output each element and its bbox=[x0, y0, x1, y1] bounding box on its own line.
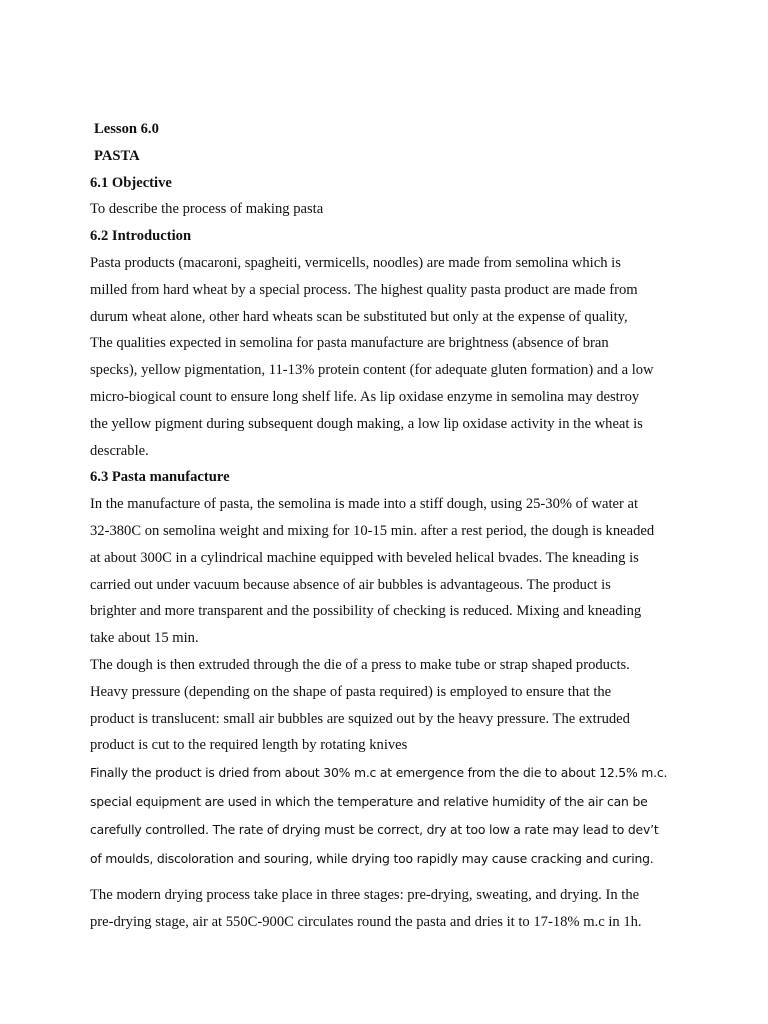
text-line: micro-biogical count to ensure long shelf life. As lip oxidase enzyme in semolina may destroy bbox=[90, 388, 640, 405]
manufacture-paragraph-2 bbox=[90, 652, 690, 759]
text-line: carried out under vacuum because absence of air bubbles is advantageous. The product is bbox=[90, 576, 611, 593]
text-line: specks), yellow pigmentation, 11-13% protein content (for adequate gluten formation) and a low bbox=[90, 362, 654, 379]
text-line: descrable. bbox=[90, 442, 149, 459]
objective-text: To describe the process of making pasta bbox=[90, 201, 324, 218]
text-line: of moulds, discoloration and souring, while drying too rapidly may cause cracking and curing. bbox=[90, 850, 654, 866]
text-line: In the manufacture of pasta, the semolina is made into a stiff dough, using 25-30% of water at bbox=[90, 496, 639, 513]
text-line: The modern drying process take place in three stages: pre-drying, sweating, and drying. In the bbox=[90, 887, 640, 904]
topic-title: PASTA bbox=[94, 147, 140, 164]
lesson-title: Lesson 6.0 bbox=[94, 121, 159, 137]
text-line: brighter and more transparent and the possibility of checking is reduced. Mixing and kneading bbox=[90, 603, 642, 620]
introduction-heading: 6.2 Introduction bbox=[90, 228, 192, 245]
paragraph-spacer bbox=[90, 873, 690, 882]
text-line: The dough is then extruded through the die of a press to make tube or strap shaped products. bbox=[90, 656, 630, 673]
text-line: product is cut to the required length by rotating knives bbox=[90, 737, 408, 754]
text-line: The qualities expected in semolina for pasta manufacture are brightness (absence of bran bbox=[90, 335, 609, 352]
text-line: special equipment are used in which the temperature and relative humidity of the air can be bbox=[90, 793, 648, 809]
document-body bbox=[90, 116, 690, 936]
text-line: Pasta products (macaroni, spagheiti, vermicells, noodles) are made from semolina which is bbox=[90, 254, 621, 271]
text-line: durum wheat alone, other hard wheats scan be substituted but only at the expense of quality, bbox=[90, 308, 628, 325]
text-line: take about 15 min. bbox=[90, 630, 199, 647]
manufacture-paragraph-1 bbox=[90, 491, 690, 652]
text-line: 32-380C on semolina weight and mixing for 10-15 min. after a rest period, the dough is kneaded bbox=[90, 522, 655, 539]
text-line: carefully controlled. The rate of drying must be correct, dry at too low a rate may lead to dev’t bbox=[90, 822, 659, 838]
text-line: at about 300C in a cylindrical machine equipped with beveled helical bvades. The kneading is bbox=[90, 549, 639, 566]
manufacture-paragraph-3 bbox=[90, 759, 690, 873]
text-line: product is translucent: small air bubbles are squized out by the heavy pressure. The extruded bbox=[90, 710, 630, 727]
text-line: milled from hard wheat by a special process. The highest quality pasta product are made from bbox=[90, 281, 638, 298]
text-line: pre-drying stage, air at 550C-900C circulates round the pasta and dries it to 17-18% m.c in 1h. bbox=[90, 913, 642, 930]
text-line: Finally the product is dried from about 30% m.c at emergence from the die to about 12.5% m.c. bbox=[90, 765, 668, 781]
introduction-paragraph bbox=[90, 250, 690, 464]
manufacture-heading: 6.3 Pasta manufacture bbox=[90, 469, 230, 486]
text-line: Heavy pressure (depending on the shape of pasta required) is employed to ensure that the bbox=[90, 683, 612, 700]
objective-heading: 6.1 Objective bbox=[90, 174, 172, 191]
manufacture-paragraph-4 bbox=[90, 882, 690, 936]
text-line: the yellow pigment during subsequent dough making, a low lip oxidase activity in the wheat is bbox=[90, 415, 643, 432]
